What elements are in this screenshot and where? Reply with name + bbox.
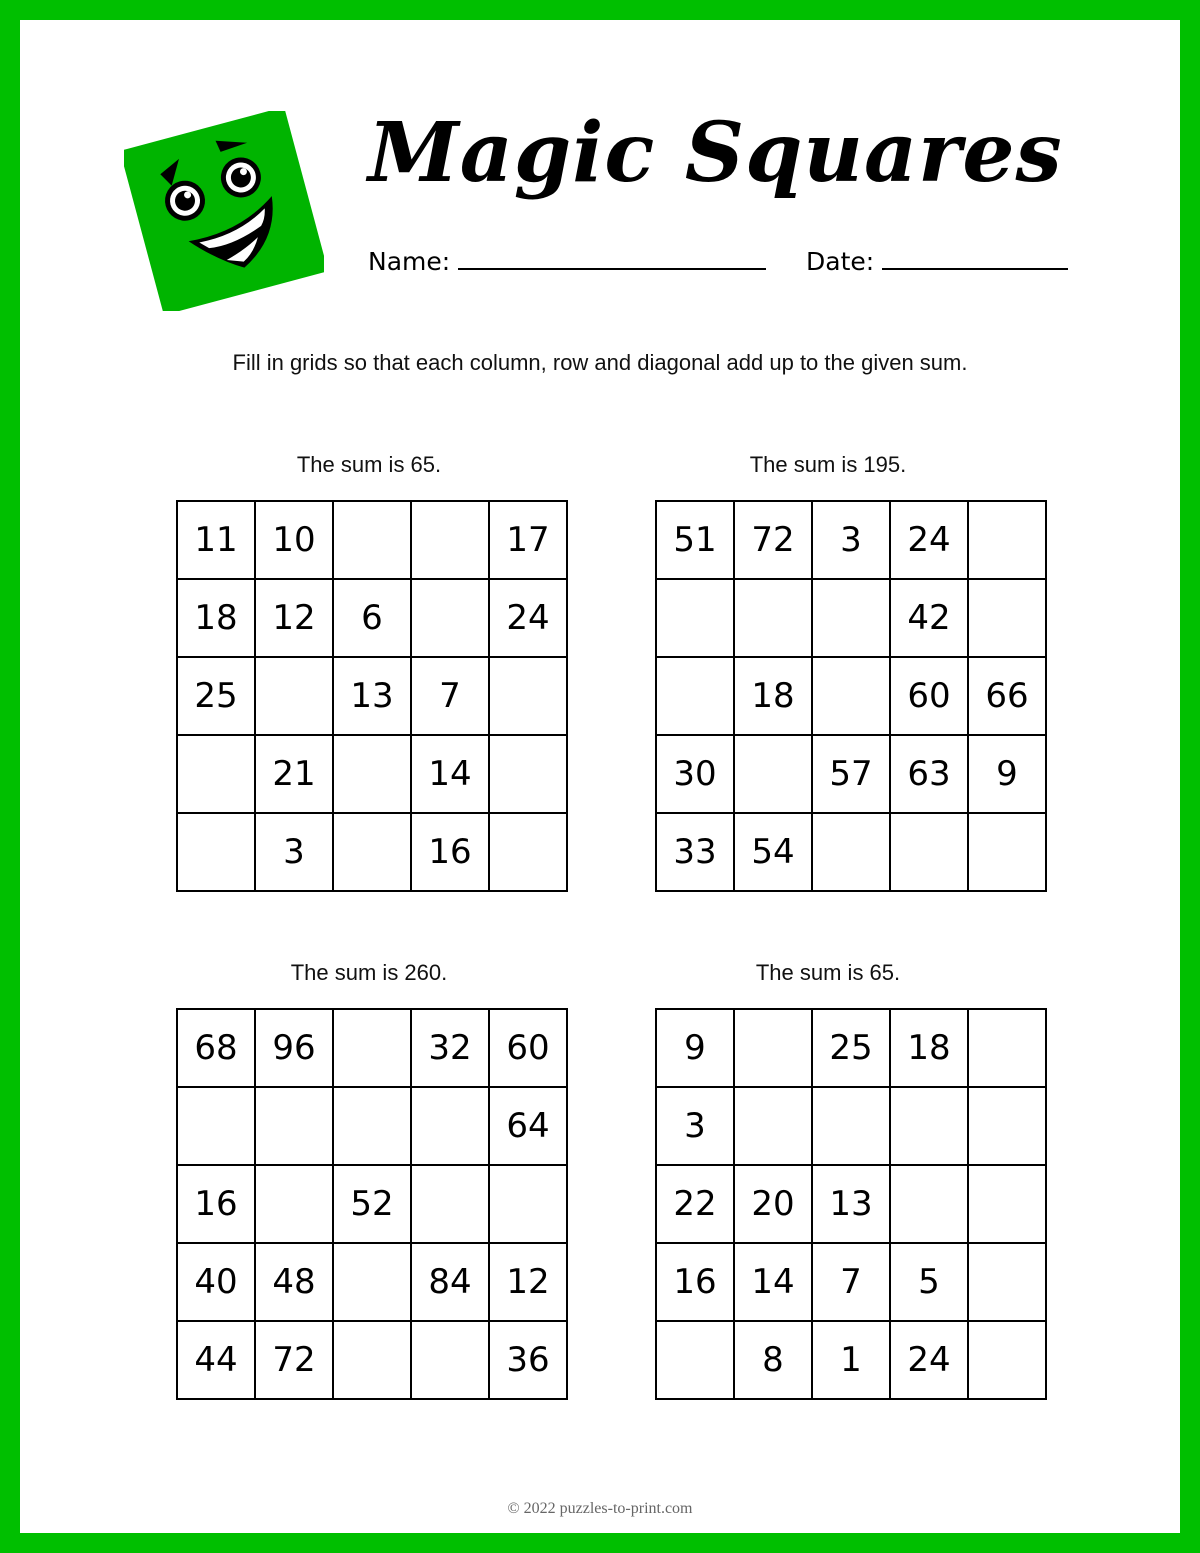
grid-cell[interactable]: 25 xyxy=(178,658,256,736)
grid-cell[interactable] xyxy=(969,1244,1047,1322)
smiley-square-mascot-icon xyxy=(124,111,324,311)
grid-cell[interactable]: 11 xyxy=(178,502,256,580)
grid-cell[interactable] xyxy=(334,1010,412,1088)
grid-cell[interactable]: 72 xyxy=(735,502,813,580)
grid-cell[interactable]: 3 xyxy=(657,1088,735,1166)
grid-cell[interactable]: 44 xyxy=(178,1322,256,1400)
grid-cell[interactable] xyxy=(490,736,568,814)
grid-cell[interactable]: 68 xyxy=(178,1010,256,1088)
grid-cell[interactable]: 18 xyxy=(891,1010,969,1088)
grid-cell[interactable] xyxy=(969,580,1047,658)
grid-cell[interactable]: 96 xyxy=(256,1010,334,1088)
grid-cell[interactable] xyxy=(969,502,1047,580)
grid-cell[interactable]: 12 xyxy=(490,1244,568,1322)
grid-cell[interactable] xyxy=(412,502,490,580)
puzzle-4-caption: The sum is 65. xyxy=(755,960,901,985)
grid-cell[interactable] xyxy=(969,1322,1047,1400)
grid-cell[interactable] xyxy=(412,580,490,658)
puzzle-2-caption: The sum is 195. xyxy=(749,452,907,477)
puzzle-3-grid xyxy=(176,1008,568,1400)
grid-cell[interactable] xyxy=(256,658,334,736)
name-field[interactable] xyxy=(368,244,766,276)
grid-cell[interactable]: 63 xyxy=(891,736,969,814)
grid-cell[interactable] xyxy=(657,1322,735,1400)
grid-cell[interactable]: 33 xyxy=(657,814,735,892)
grid-cell[interactable]: 57 xyxy=(813,736,891,814)
grid-cell[interactable]: 16 xyxy=(178,1166,256,1244)
date-blank-line[interactable] xyxy=(882,244,1068,270)
grid-cell[interactable]: 24 xyxy=(891,502,969,580)
grid-cell[interactable]: 13 xyxy=(813,1166,891,1244)
grid-cell[interactable]: 48 xyxy=(256,1244,334,1322)
grid-cell[interactable]: 22 xyxy=(657,1166,735,1244)
grid-cell[interactable]: 20 xyxy=(735,1166,813,1244)
grid-cell[interactable] xyxy=(735,736,813,814)
grid-cell[interactable]: 21 xyxy=(256,736,334,814)
grid-cell[interactable]: 51 xyxy=(657,502,735,580)
grid-cell[interactable] xyxy=(891,1088,969,1166)
grid-cell[interactable]: 16 xyxy=(412,814,490,892)
grid-cell[interactable]: 17 xyxy=(490,502,568,580)
grid-cell[interactable] xyxy=(178,814,256,892)
grid-cell[interactable]: 18 xyxy=(735,658,813,736)
grid-cell[interactable]: 72 xyxy=(256,1322,334,1400)
grid-cell[interactable] xyxy=(735,1010,813,1088)
grid-cell[interactable]: 54 xyxy=(735,814,813,892)
grid-cell[interactable] xyxy=(334,1322,412,1400)
grid-cell[interactable]: 5 xyxy=(891,1244,969,1322)
grid-cell[interactable] xyxy=(969,814,1047,892)
puzzle-1-caption: The sum is 65. xyxy=(296,452,442,477)
grid-cell[interactable]: 1 xyxy=(813,1322,891,1400)
grid-cell[interactable] xyxy=(412,1088,490,1166)
grid-cell[interactable] xyxy=(334,502,412,580)
puzzle-1-grid xyxy=(176,500,568,892)
grid-cell[interactable]: 14 xyxy=(412,736,490,814)
grid-cell[interactable]: 32 xyxy=(412,1010,490,1088)
grid-cell[interactable]: 13 xyxy=(334,658,412,736)
grid-cell[interactable] xyxy=(412,1322,490,1400)
grid-cell[interactable] xyxy=(813,814,891,892)
grid-cell[interactable]: 84 xyxy=(412,1244,490,1322)
grid-cell[interactable]: 30 xyxy=(657,736,735,814)
grid-cell[interactable]: 12 xyxy=(256,580,334,658)
grid-cell[interactable]: 10 xyxy=(256,502,334,580)
grid-cell[interactable] xyxy=(256,1088,334,1166)
grid-cell[interactable] xyxy=(813,580,891,658)
grid-cell[interactable]: 25 xyxy=(813,1010,891,1088)
grid-cell[interactable] xyxy=(969,1010,1047,1088)
grid-cell[interactable]: 3 xyxy=(813,502,891,580)
grid-cell[interactable]: 8 xyxy=(735,1322,813,1400)
grid-cell[interactable] xyxy=(178,1088,256,1166)
puzzle-3-caption: The sum is 260. xyxy=(290,960,448,985)
grid-cell[interactable]: 6 xyxy=(334,580,412,658)
name-label: Name: xyxy=(368,247,451,276)
grid-cell[interactable] xyxy=(813,1088,891,1166)
grid-cell[interactable] xyxy=(657,658,735,736)
grid-cell[interactable]: 9 xyxy=(657,1010,735,1088)
grid-cell[interactable] xyxy=(891,814,969,892)
grid-cell[interactable]: 52 xyxy=(334,1166,412,1244)
grid-cell[interactable] xyxy=(891,1166,969,1244)
copyright-footer: © 2022 puzzles-to-print.com xyxy=(507,1500,693,1517)
grid-cell[interactable] xyxy=(969,1088,1047,1166)
instructions: Fill in grids so that each column, row and diagonal add up to the given sum. xyxy=(232,350,968,375)
page-title: Magic Squares xyxy=(368,105,1063,201)
grid-cell[interactable]: 42 xyxy=(891,580,969,658)
grid-cell[interactable]: 36 xyxy=(490,1322,568,1400)
grid-cell[interactable] xyxy=(256,1166,334,1244)
grid-cell[interactable]: 9 xyxy=(969,736,1047,814)
grid-cell[interactable]: 14 xyxy=(735,1244,813,1322)
grid-cell[interactable]: 66 xyxy=(969,658,1047,736)
grid-cell[interactable] xyxy=(334,814,412,892)
grid-cell[interactable]: 24 xyxy=(891,1322,969,1400)
name-blank-line[interactable] xyxy=(458,244,766,270)
grid-cell[interactable]: 16 xyxy=(657,1244,735,1322)
grid-cell[interactable]: 60 xyxy=(891,658,969,736)
puzzle-4-grid xyxy=(655,1008,1047,1400)
grid-cell[interactable] xyxy=(178,736,256,814)
puzzle-2-grid xyxy=(655,500,1047,892)
grid-cell[interactable] xyxy=(490,658,568,736)
grid-cell[interactable] xyxy=(334,1244,412,1322)
date-field[interactable] xyxy=(806,244,1068,276)
grid-cell[interactable]: 40 xyxy=(178,1244,256,1322)
grid-cell[interactable]: 7 xyxy=(813,1244,891,1322)
grid-cell[interactable] xyxy=(490,814,568,892)
grid-cell[interactable]: 60 xyxy=(490,1010,568,1088)
grid-cell[interactable] xyxy=(334,736,412,814)
grid-cell[interactable] xyxy=(490,1166,568,1244)
grid-cell[interactable]: 18 xyxy=(178,580,256,658)
grid-cell[interactable] xyxy=(969,1166,1047,1244)
grid-cell[interactable] xyxy=(334,1088,412,1166)
grid-cell[interactable]: 64 xyxy=(490,1088,568,1166)
grid-cell[interactable]: 24 xyxy=(490,580,568,658)
grid-cell[interactable] xyxy=(735,1088,813,1166)
grid-cell[interactable] xyxy=(657,580,735,658)
grid-cell[interactable] xyxy=(735,580,813,658)
grid-cell[interactable]: 7 xyxy=(412,658,490,736)
grid-cell[interactable]: 3 xyxy=(256,814,334,892)
grid-cell[interactable] xyxy=(412,1166,490,1244)
date-label: Date: xyxy=(806,247,875,276)
grid-cell[interactable] xyxy=(813,658,891,736)
